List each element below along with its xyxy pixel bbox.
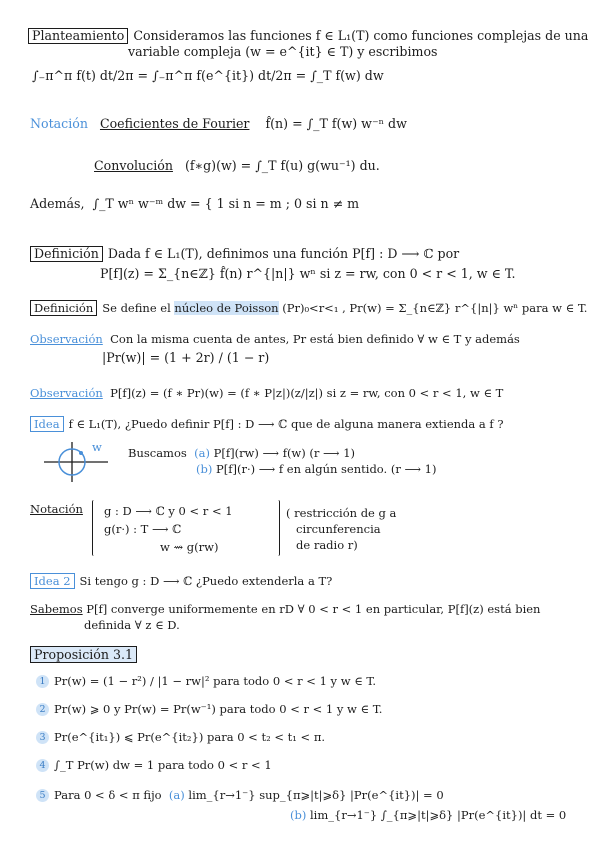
notacion2-label-line: [30, 502, 83, 517]
prop-item-2: [36, 702, 382, 717]
idea2-tag: Idea 2: [30, 573, 75, 589]
idea2-line: [30, 573, 332, 589]
buscamos-line-b: [196, 462, 436, 477]
definicion2-text-b: (Pr)₀<r<₁ , Pr(w) = Σ_{n∈ℤ} r^{|n|} wⁿ para w ∈ T.: [278, 301, 588, 315]
planteamiento-text1: Consideramos las funciones f ∈ L₁(T) como funciones complejas de una: [133, 28, 589, 43]
item-number-2: 2: [36, 703, 49, 716]
buscamos-b: P[f](r·) ⟶ f en algún sentido. (r ⟶ 1): [216, 462, 437, 476]
prop-item-5-a: lim_{r→1⁻} sup_{π⩾|t|⩾δ} |Pr(e^{it})| = 0: [188, 788, 444, 802]
notacion2-side2: circunferencia: [296, 522, 381, 536]
observacion2-line: [30, 386, 503, 401]
prop-item-5-a-label: (a): [168, 788, 185, 802]
observacion2-formula: P[f](z) = (f ∗ Pr)(w) = (f ∗ P|z|)(z/|z|) si z = rw, con 0 < r < 1, w ∈ T: [110, 386, 504, 400]
idea2-text: Si tengo g : D ⟶ ℂ ¿Puedo extenderla a T?: [79, 574, 333, 588]
idea1-text: f ∈ L₁(T), ¿Puedo definir P[f] : D ⟶ ℂ que de alguna manera extienda a f ?: [68, 417, 504, 431]
buscamos-line-a: [128, 446, 355, 461]
prop-item-4-text: ∫_T Pr(w) dw = 1 para todo 0 < r < 1: [54, 758, 272, 772]
notacion2-line1: g : D ⟶ ℂ y 0 < r < 1: [104, 504, 233, 518]
definicion1-tag: Definición: [30, 246, 103, 262]
buscamos-a-label: (a): [194, 446, 210, 460]
prop-item-2-text: Pr(w) ⩾ 0 y Pr(w) = Pr(w⁻¹) para todo 0 < r < 1 y w ∈ T.: [54, 702, 383, 716]
planteamiento-line1: [28, 28, 588, 44]
point-w: [79, 451, 83, 455]
buscamos-b-label: (b): [196, 462, 213, 476]
prop-item-5-b-label: (b): [290, 808, 307, 822]
idea1-tag: Idea: [30, 416, 64, 432]
definicion1-text2: P[f](z) = Σ_{n∈ℤ} f̂(n) r^{|n|} wⁿ si z = rw, con 0 < r < 1, w ∈ T.: [100, 266, 516, 281]
convolucion-line: [94, 158, 380, 173]
fourier-formula: f̂(n) = ∫_T f(w) w⁻ⁿ dw: [265, 116, 407, 131]
observacion1-text2: |Pr(w)| = (1 + 2r) / (1 − r): [102, 350, 270, 365]
ademas-formula: ∫_T wⁿ w⁻ᵐ dw = { 1 si n = m ; 0 si n ≠ m: [92, 196, 360, 211]
item-number-5: 5: [36, 789, 49, 802]
observacion1-text1: Con la misma cuenta de antes, Pr está bien definido ∀ w ∈ T y además: [110, 332, 520, 346]
prop-item-1: [36, 674, 376, 689]
idea1-line: [30, 416, 504, 432]
prop-item-3: [36, 730, 325, 745]
item-number-4: 4: [36, 759, 49, 772]
definicion1-line1: [30, 246, 459, 262]
definicion2-line: [30, 300, 587, 316]
definicion1-text1: Dada f ∈ L₁(T), definimos una función P[f] : D ⟶ ℂ por: [107, 246, 460, 261]
sabemos-text1: P[f] converge uniformemente en rD ∀ 0 < r < 1 en particular, P[f](z) está bien: [86, 602, 541, 616]
ademas-line: [30, 196, 359, 211]
sabemos-label: Sabemos: [30, 602, 83, 616]
prop-item-5b: [290, 808, 566, 823]
prop-item-5: [36, 788, 444, 803]
proposicion-title-line: [30, 646, 137, 663]
item-number-1: 1: [36, 675, 49, 688]
prop-item-3-text: Pr(e^{it₁}) ⩽ Pr(e^{it₂}) para 0 < t₂ < t₁ < π.: [54, 730, 326, 744]
fourier-title: Coeficientes de Fourier: [99, 116, 250, 131]
convolucion-formula: (f∗g)(w) = ∫_T f(u) g(wu⁻¹) du.: [184, 158, 380, 173]
point-w-label: w: [92, 440, 102, 454]
notacion2-line2: g(r·) : T ⟶ ℂ: [104, 522, 182, 536]
observacion2-label: Observación: [30, 386, 103, 400]
buscamos-label: Buscamos: [128, 446, 187, 460]
sabemos-text2: definida ∀ z ∈ D.: [84, 618, 180, 632]
nucleo-poisson-highlight: núcleo de Poisson: [174, 301, 279, 315]
prop-item-5-text: Para 0 < δ < π fijo: [54, 788, 162, 802]
notacion-fourier-line: [30, 116, 407, 131]
notacion2-line3: w ⇝ g(rw): [160, 540, 219, 554]
definicion2-text-a: Se define el: [102, 301, 175, 315]
buscamos-a: P[f](rw) ⟶ f(w) (r ⟶ 1): [213, 446, 356, 460]
planteamiento-formula: ∫₋π^π f(t) dt/2π = ∫₋π^π f(e^{it}) dt/2π = ∫_T f(w) dw: [32, 68, 384, 83]
item-number-3: 3: [36, 731, 49, 744]
sabemos-line1: [30, 602, 540, 617]
proposicion-tag: Proposición 3.1: [30, 646, 137, 663]
convolucion-title: Convolución: [94, 158, 173, 173]
observacion1-line1: [30, 332, 520, 347]
notacion2-side3: de radio r): [296, 538, 358, 552]
planteamiento-tag: Planteamiento: [28, 28, 128, 44]
planteamiento-text2: variable compleja (w = e^{it} ∈ T) y escribimos: [128, 44, 438, 59]
prop-item-1-text: Pr(w) = (1 − r²) / |1 − rw|² para todo 0 < r < 1 y w ∈ T.: [54, 674, 376, 688]
observacion1-label: Observación: [30, 332, 103, 346]
definicion2-tag: Definición: [30, 300, 97, 316]
prop-item-4: [36, 758, 272, 773]
notacion2-label: Notación: [30, 502, 83, 516]
notacion2-side1: ( restricción de g a: [286, 506, 397, 520]
ademas-label: Además,: [30, 196, 85, 211]
notacion-label: Notación: [30, 116, 88, 131]
prop-item-5-b: lim_{r→1⁻} ∫_{π⩾|t|⩾δ} |Pr(e^{it})| dt = 0: [310, 808, 567, 822]
